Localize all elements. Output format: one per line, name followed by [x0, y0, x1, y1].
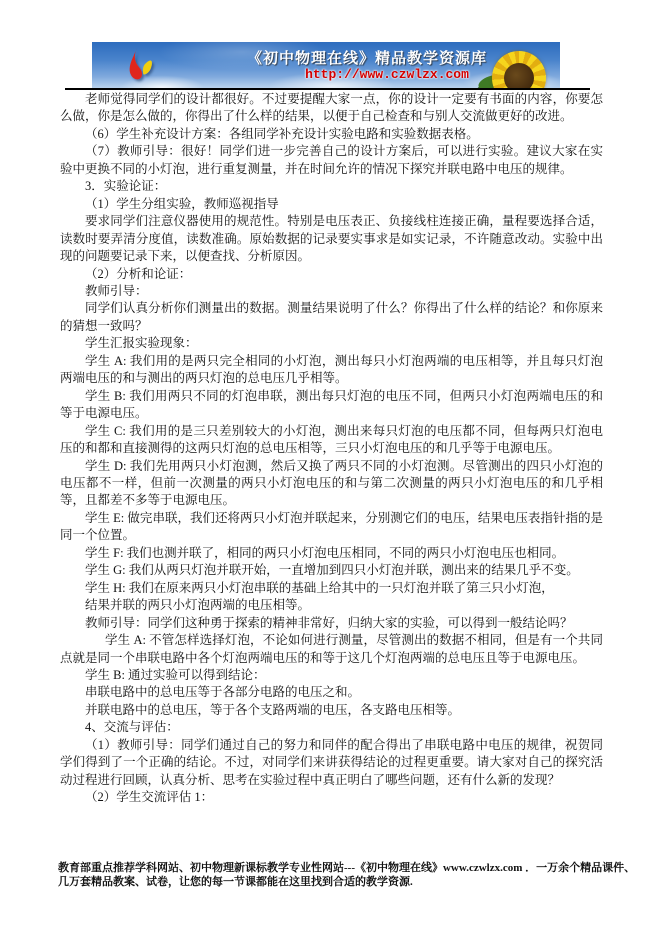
sunflower-icon [492, 51, 546, 88]
paragraph: 教师引导：同学们这种勇于探索的精神非常好，归纳大家的实验，可以得到一般结论吗？ [85, 615, 573, 630]
paragraph: 教师引导： [85, 283, 148, 298]
paragraph: 学生 F: 我们也测并联了，相同的两只小灯泡电压相同，不同的两只小灯泡电压也相同。 [85, 545, 565, 560]
paragraph: 学生 A: 不管怎样选择灯泡，不论如何进行测量，尽管测出的数据不相同，但是有一个共同点就是同一个串联电路中各个灯泡两端电压的和等于这几个灯泡两端的总电压且等于电源电压。 [60, 633, 603, 665]
paragraph: 老师觉得同学们的设计都很好。不过要提醒大家一点，你的设计一定要有书面的内容，你要怎么做，你是怎么做的，你得出了什么样的结果，以便于自己检查和与别人交流做更好的改进。 [60, 92, 603, 124]
paragraph: 结果并联的两只小灯泡两端的电压相等。 [85, 598, 311, 613]
paragraph: （2）分析和论证： [85, 266, 192, 281]
paragraph: 3．实验论证： [85, 179, 167, 194]
header-divider [65, 88, 590, 90]
paragraph: （1）教师引导：同学们通过自己的努力和同伴的配合得出了串联电路中电压的规律，祝贺同学们得到了一个正确的结论。不过，对同学们来讲获得结论的过程更重要。请大家对自己的探究活动过程进行回顾，认真分析、思考在实验过程中真正明白了哪些问题，还有什么新的发现？ [60, 737, 603, 787]
site-title: 《初中物理在线》精品教学资源库 [246, 51, 487, 67]
paragraph: 串联电路中的总电压等于各部分电路的电压之和。 [85, 685, 361, 700]
paragraph: （1）学生分组实验，教师巡视指导 [85, 196, 279, 211]
paragraph: 学生 D: 我们先用两只小灯泡测，然后又换了两只不同的小灯泡测。尽管测出的四只小灯泡的电压都不一样，但前一次测量的两只小灯泡电压的和与第二次测量的两只小灯泡电压的和几乎相等，且都差不多等于电源电压。 [60, 458, 603, 508]
paragraph: （7）教师引导：很好！同学们进一步完善自己的设计方案后，可以进行实验。建议大家在实验中更换不同的小灯泡，进行重复测量，并在时间允许的情况下探究并联电路中电压的规律。 [60, 144, 603, 176]
footer-promo-text [58, 861, 644, 889]
document-body [60, 91, 603, 807]
paragraph: 同学们认真分析你们测量出的数据。测量结果说明了什么？你得出了什么样的结论？和你原来的猜想一致吗？ [60, 301, 603, 333]
paragraph: 学生 C: 我们用的是三只差别较大的小灯泡，测出来每只灯泡的电压都不同，但每两只灯泡电压的和都和直接测得的这两只灯泡的总电压相等，三只小灯泡电压的和几乎等于电源电压。 [60, 423, 603, 456]
paragraph: 学生 H: 我们在原来两只小灯泡串联的基础上给其中的一只灯泡并联了第三只小灯泡， [85, 580, 554, 595]
footer-line: 教育部重点推荐学科网站、初中物理新课标教学专业性网站---《初中物理在线》www.czwlzx.com ．一万余个精品课件、 [58, 862, 636, 874]
sunflower-center-icon [504, 63, 534, 88]
paragraph: 学生汇报实验现象： [85, 336, 198, 351]
paragraph: 要求同学们注意仪器使用的规范性。特别是电压表正、负接线柱连接正确，量程要选择合适，读数时要弄清分度值，读数准确。原始数据的记录要实事求是如实记录，不许随意改动。实验中出现的问题要记录下来，以便查找、分析原因。 [60, 214, 603, 264]
paragraph: （2）学生交流评估 1： [85, 790, 214, 805]
paragraph: 学生 B: 我们用两只不同的灯泡串联，测出每只灯泡的电压不同，但两只小灯泡两端电压的和等于电源电压。 [60, 388, 603, 421]
site-logo-icon [120, 46, 162, 86]
paragraph: 4、交流与评估： [85, 720, 179, 735]
paragraph: 并联电路中的总电压，等于各个支路两端的电压，各支路电压相等。 [85, 702, 461, 717]
paragraph: （6）学生补充设计方案：各组同学补充设计实验电路和实验数据表格。 [85, 126, 479, 141]
paragraph: 学生 B: 通过实验可以得到结论： [85, 667, 266, 682]
paragraph: 学生 E: 做完串联，我们还将两只小灯泡并联起来，分别测它们的电压，结果电压表指针指的是同一个位置。 [60, 510, 603, 543]
site-url-link[interactable]: http://www.czwlzx.com [305, 67, 469, 82]
paragraph: 学生 G: 我们从两只灯泡并联开始，一直增加到四只小灯泡并联，测出来的结果几乎不变。 [85, 563, 579, 578]
site-banner [92, 42, 560, 88]
footer-line: 几万套精品教案、试卷，让您的每一节课都能在这里找到合适的教学资源. [58, 876, 413, 888]
paragraph: 学生 A: 我们用的是两只完全相同的小灯泡，测出每只小灯泡两端的电压相等，并且每只灯泡两端电压的和与测出的两只灯泡的总电压几乎相等。 [60, 353, 603, 386]
